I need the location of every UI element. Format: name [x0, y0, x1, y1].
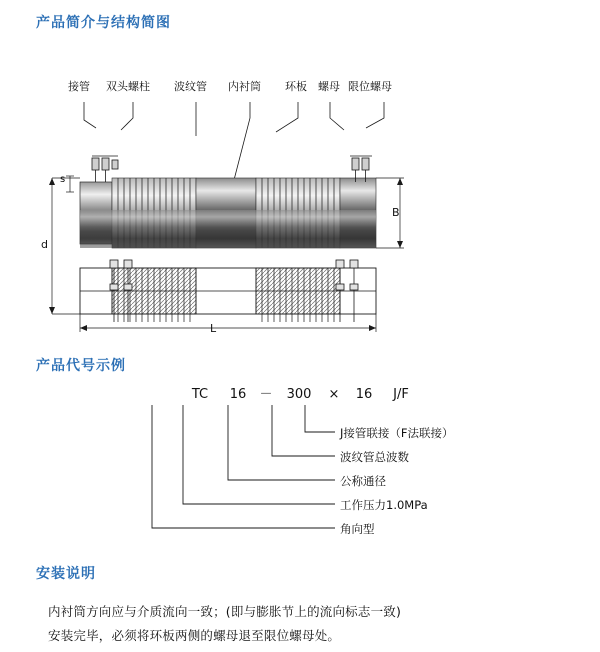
code-part-tc: TC — [191, 387, 209, 402]
code-explanation-type: 角向型 — [340, 522, 375, 536]
product-code-example — [0, 375, 600, 555]
dimension-label-s: s — [60, 174, 66, 185]
section-title-install: 安装说明 — [36, 566, 96, 582]
code-explanation-waves: 波纹管总波数 — [340, 450, 409, 464]
install-note-2: 安装完毕，必须将环板两侧的螺母退至限位螺母处。 — [48, 628, 341, 643]
callout-label-bellows: 波纹管 — [174, 80, 207, 93]
callout-label-limit-nut: 限位螺母 — [348, 80, 392, 93]
code-part-diameter: 300 — [286, 387, 312, 402]
code-explanation-connection: J接管联接（F法联接） — [340, 426, 454, 440]
code-part-multiply: × — [328, 387, 340, 402]
section-title-structure: 产品简介与结构简图 — [36, 15, 171, 31]
structure-diagram — [0, 60, 600, 340]
code-leader-lines — [0, 375, 600, 555]
callout-label-nut: 螺母 — [318, 80, 340, 93]
callout-label-liner: 内衬筒 — [228, 80, 261, 93]
callout-label-pipe: 接管 — [68, 80, 90, 93]
code-part-waves: 16 — [355, 387, 373, 402]
code-explanation-pressure: 工作压力1.0MPa — [340, 498, 428, 512]
callout-label-stud: 双头螺柱 — [106, 80, 150, 93]
section-title-code: 产品代号示例 — [36, 358, 126, 374]
dimension-label-L: L — [210, 322, 217, 335]
dimension-label-d: d — [41, 238, 48, 251]
code-part-pressure: 16 — [229, 387, 247, 402]
install-note-1: 内衬筒方向应与介质流向一致；(即与膨胀节上的流向标志一致) — [48, 604, 402, 619]
callout-label-ring-plate: 环板 — [285, 80, 307, 93]
dimension-label-B: B — [392, 206, 400, 219]
structure-diagram-svg — [0, 60, 600, 340]
code-explanation-diameter: 公称通径 — [340, 474, 386, 488]
code-part-dash: － — [259, 387, 273, 402]
code-part-connection: J/F — [393, 387, 409, 402]
